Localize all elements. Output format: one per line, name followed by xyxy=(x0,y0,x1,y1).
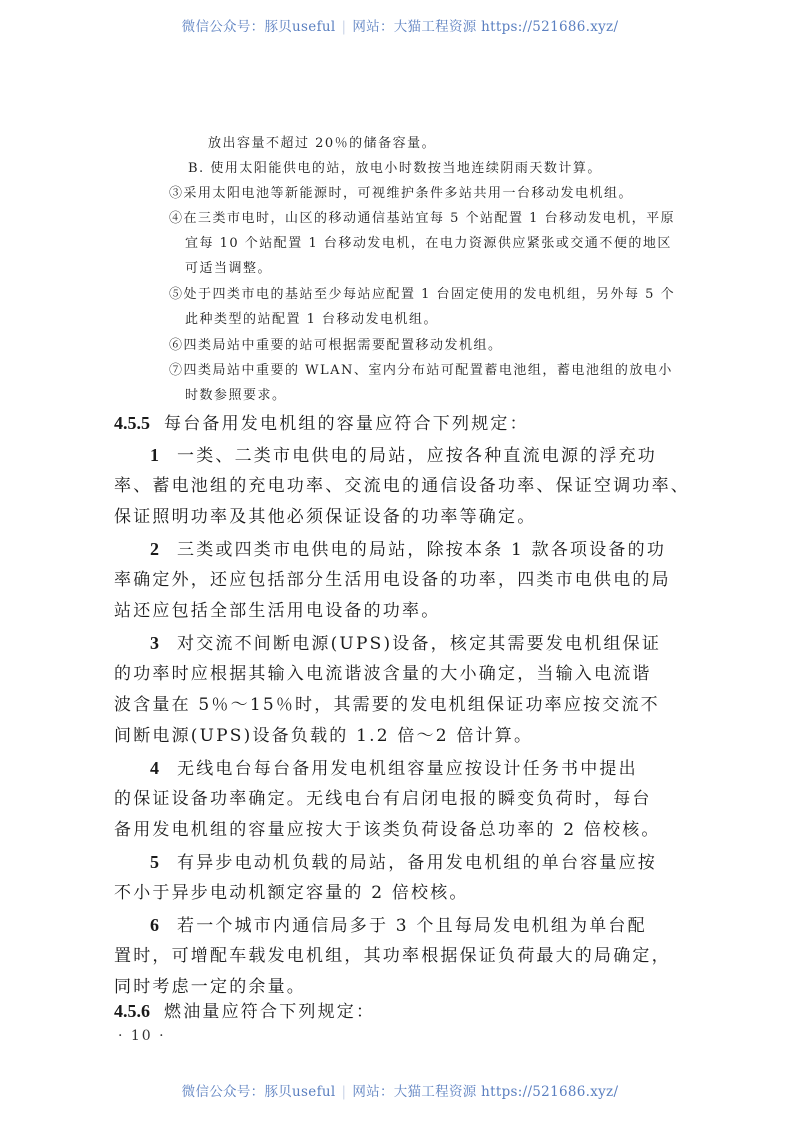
section-title: 燃油量应符合下列规定： xyxy=(164,1002,376,1022)
section-heading-4-5-6 xyxy=(114,1000,375,1023)
text-line: B. 使用太阳能供电的站，放电小时数按当地连续阴雨天数计算。 xyxy=(188,161,602,176)
watermark-separator: | xyxy=(341,1084,347,1100)
text-line: 此种类型的站配置 1 台移动发电机组。 xyxy=(185,312,439,327)
clause-number: 1 xyxy=(150,445,159,465)
text-line: 的保证设备功率确定。无线电台有启闭电报的瞬变负荷时，每台 xyxy=(114,789,652,809)
clause-number: 3 xyxy=(150,633,159,653)
watermark-wechat: 微信公众号：豚贝useful xyxy=(181,1084,336,1100)
watermark-site: 网站：大猫工程资源 https://521686.xyz/ xyxy=(352,19,619,35)
watermark-separator: | xyxy=(341,19,347,35)
section-heading-4-5-5 xyxy=(114,412,529,435)
text-line: ⑤处于四类市电的基站至少每站应配置 1 台固定使用的发电机组，另外每 5 个 xyxy=(169,287,676,302)
text-line: 备用发电机组的容量应按大于该类负荷设备总功率的 2 倍校核。 xyxy=(114,820,661,840)
text-line: 若一个城市内通信局多于 3 个且每局发电机组为单台配 xyxy=(177,916,647,936)
text-line: ⑦四类局站中重要的 WLAN、室内分布站可配置蓄电池组，蓄电池组的放电小 xyxy=(169,363,673,378)
section-number: 4.5.6 xyxy=(114,1001,150,1021)
clause-number: 2 xyxy=(150,539,159,559)
text-line: 同时考虑一定的余量。 xyxy=(114,977,306,997)
text-line: 可适当调整。 xyxy=(185,261,273,276)
text-line: 不小于异步电动机额定容量的 2 倍校核。 xyxy=(114,883,469,903)
watermark-header xyxy=(0,15,800,35)
text-line: 保证照明功率及其他必须保证设备的功率等确定。 xyxy=(114,507,537,527)
text-line: 对交流不间断电源(UPS)设备，核定其需要发电机组保证 xyxy=(177,634,662,654)
section-title: 每台备用发电机组的容量应符合下列规定： xyxy=(164,414,529,434)
text-line: 有异步电动机负载的局站，备用发电机组的单台容量应按 xyxy=(177,853,657,873)
text-line: ④在三类市电时，山区的移动通信基站宜每 5 个站配置 1 台移动发电机，平原 xyxy=(169,211,676,226)
text-line: 波含量在 5％～15％时，其需要的发电机组保证功率应按交流不 xyxy=(114,695,660,715)
text-line: 率、蓄电池组的充电功率、交流电的通信设备功率、保证空调功率、 xyxy=(114,476,690,496)
text-line: 放出容量不超过 20％的储备容量。 xyxy=(208,136,437,151)
clause-number: 6 xyxy=(150,915,159,935)
text-line: 三类或四类市电供电的局站，除按本条 1 款各项设备的功 xyxy=(177,540,667,560)
watermark-site: 网站：大猫工程资源 https://521686.xyz/ xyxy=(352,1084,619,1100)
text-line: 时数参照要求。 xyxy=(185,388,287,403)
text-line: ③采用太阳电池等新能源时，可视维护条件多站共用一台移动发电机组。 xyxy=(169,186,634,201)
text-line: 置时，可增配车载发电机组，其功率根据保证负荷最大的局确定， xyxy=(114,946,671,966)
text-line: 的功率时应根据其输入电流谐波含量的大小确定，当输入电流谐 xyxy=(114,664,652,684)
text-line: 站还应包括全部生活用电设备的功率。 xyxy=(114,601,441,621)
clause-number: 4 xyxy=(150,758,159,778)
text-line: ⑥四类局站中重要的站可根据需要配置移动发机组。 xyxy=(169,338,503,353)
text-line: 率确定外，还应包括部分生活用电设备的功率，四类市电供电的局 xyxy=(114,570,671,590)
watermark-wechat: 微信公众号：豚贝useful xyxy=(181,19,336,35)
section-number: 4.5.5 xyxy=(114,413,150,433)
text-line: 宜每 10 个站配置 1 台移动发电机，在电力资源供应紧张或交通不便的地区 xyxy=(185,236,672,251)
watermark-footer xyxy=(0,1080,800,1100)
text-line: 无线电台每台备用发电机组容量应按设计任务书中提出 xyxy=(177,759,638,779)
page-number: · 10 · xyxy=(118,1028,166,1044)
text-line: 一类、二类市电供电的局站，应按各种直流电源的浮充功 xyxy=(177,446,657,466)
text-line: 间断电源(UPS)设备负载的 1.2 倍～2 倍计算。 xyxy=(114,726,534,746)
clause-number: 5 xyxy=(150,852,159,872)
